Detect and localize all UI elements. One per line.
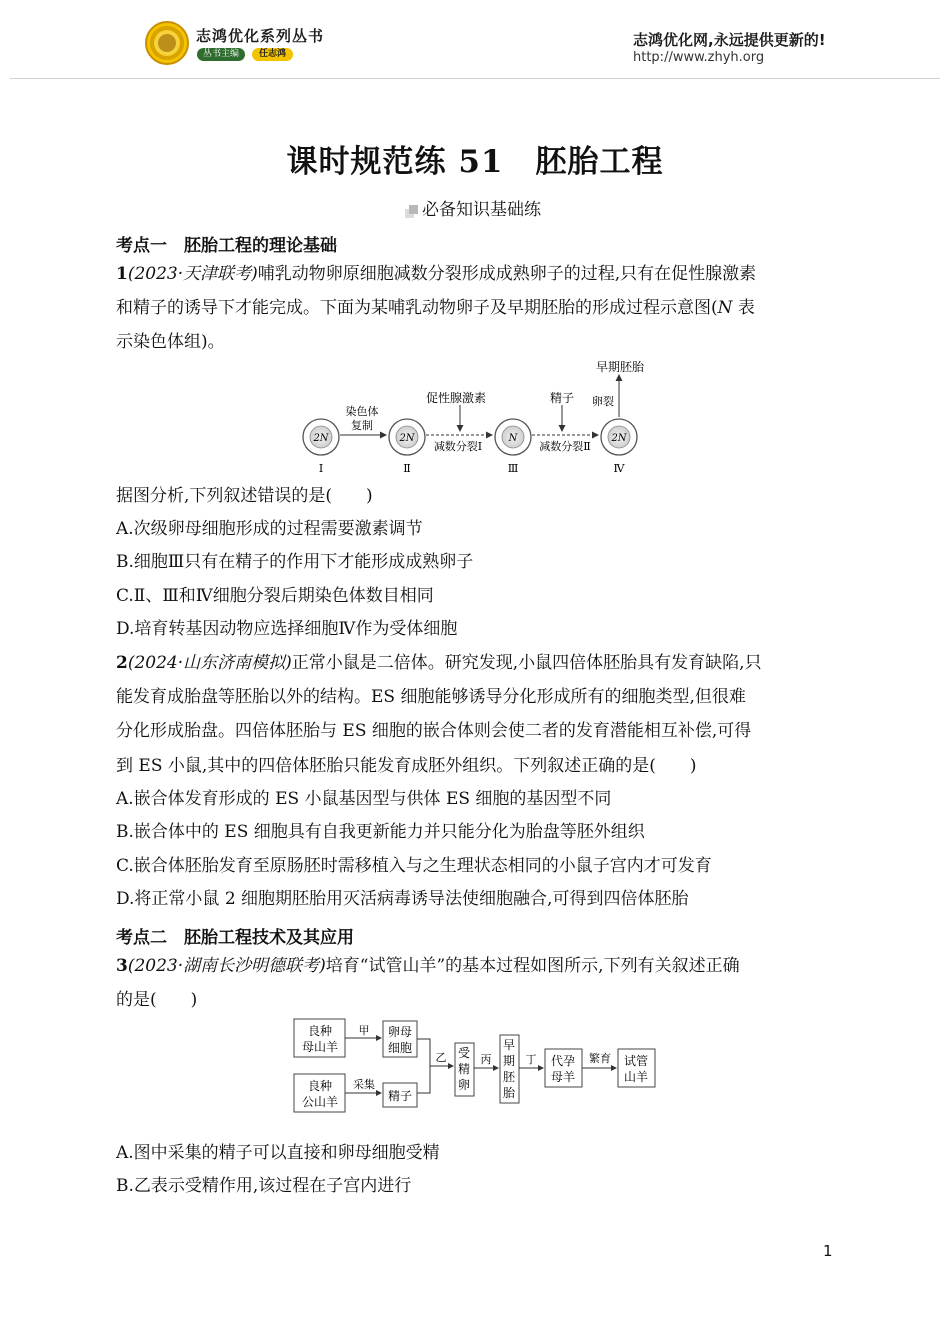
section-label-text: 必备知识基础练 [422, 200, 541, 220]
lbl-replication-1: 染色体 [345, 405, 379, 418]
q1-option-d: D.培育转基因动物应选择细胞Ⅳ作为受体细胞 [116, 619, 458, 639]
q2-number: 2 [116, 653, 128, 673]
q2-option-b: B.嵌合体中的 ES 细胞具有自我更新能力并只能分化为胎盘等胚外组织 [116, 822, 645, 842]
svg-text:2N: 2N [611, 433, 627, 444]
svg-text:N: N [508, 433, 518, 444]
q3-number: 3 [116, 956, 128, 976]
sperm-box: 精子 [387, 1089, 413, 1103]
q1-line-1 [116, 264, 756, 284]
lbl-replication-2: 复制 [351, 419, 373, 432]
lbl-cleavage: 卵裂 [592, 395, 614, 408]
logo-emblem-icon [158, 34, 176, 52]
surrogate-2: 母羊 [550, 1070, 576, 1084]
step-collect: 采集 [353, 1078, 375, 1091]
embryo-3: 胚 [502, 1070, 516, 1084]
embryo-4: 胎 [502, 1086, 516, 1100]
page-number: 1 [823, 1242, 833, 1260]
q1-number: 1 [116, 264, 128, 284]
cell-i [303, 419, 339, 475]
q1-var: N [717, 298, 733, 318]
buck-line-2: 公山羊 [301, 1095, 339, 1109]
q2-line-4: 到 ES 小鼠,其中的四倍体胚胎只能发育成胚外组织。下列叙述正确的是( ) [116, 756, 697, 776]
q3-line-2: 的是( ) [116, 990, 198, 1010]
q1-source: (2023·天津联考) [127, 264, 258, 284]
q2-line-3: 分化形成胎盘。四倍体胚胎与 ES 细胞的嵌合体则会使二者的发育潜能相互补偿,可得 [116, 721, 752, 741]
svg-text:Ⅰ: Ⅰ [318, 462, 324, 475]
buck-line-1: 良种 [307, 1079, 333, 1093]
q2-option-d: D.将正常小鼠 2 细胞期胚胎用灭活病毒诱导法使细胞融合,可得到四倍体胚胎 [116, 889, 689, 909]
editor-label: 丛书主编 [197, 48, 245, 61]
q2-option-c: C.嵌合体胚胎发育至原肠胚时需移植入与之生理状态相同的小鼠子宫内才可发育 [116, 856, 712, 876]
doe-line-2: 母山羊 [301, 1040, 339, 1054]
q1-prompt: 据图分析,下列叙述错误的是( ) [116, 486, 373, 506]
q1-stem-2: 和精子的诱导下才能完成。下面为某哺乳动物卵子及早期胚胎的形成过程示意图( [116, 298, 718, 318]
q1-option-b: B.细胞Ⅲ只有在精子的作用下才能形成成熟卵子 [116, 552, 474, 572]
oocyte-line-2: 细胞 [387, 1041, 413, 1055]
lbl-meiosis-2: 减数分裂Ⅱ [539, 440, 591, 453]
embryo-2: 期 [502, 1054, 516, 1068]
header-divider [10, 78, 940, 79]
editor-name: 任志鸿 [252, 48, 293, 61]
lbl-meiosis-1: 减数分裂Ⅰ [433, 440, 483, 453]
logo-badge [145, 21, 189, 65]
svg-text:Ⅲ: Ⅲ [507, 462, 519, 475]
q3-line-1 [116, 956, 740, 976]
q1-line-3: 示染色体组)。 [116, 332, 225, 352]
q2-source: (2024·山东济南模拟) [127, 653, 292, 673]
q3-figure [290, 1015, 662, 1115]
q1-stem-1: 哺乳动物卵原细胞减数分裂形成成熟卵子的过程,只有在促性腺激素 [257, 264, 757, 284]
step-jia: 甲 [358, 1024, 370, 1037]
q1-figure [290, 355, 660, 480]
q3-option-b: B.乙表示受精作用,该过程在子宫内进行 [116, 1176, 412, 1196]
q3-stem-1: 培育“试管山羊”的基本过程如图所示,下列有关叙述正确 [325, 956, 740, 976]
q2-option-a: A.嵌合体发育形成的 ES 小鼠基因型与供体 ES 细胞的基因型不同 [116, 789, 612, 809]
svg-text:Ⅱ: Ⅱ [403, 462, 411, 475]
q1-stem-2b: 表 [732, 298, 755, 318]
oocyte-line-1: 卵母 [387, 1025, 413, 1039]
section-label [0, 195, 950, 220]
step-bing: 丙 [480, 1053, 492, 1066]
header-url: http://www.zhyh.org [633, 50, 765, 65]
svg-text:2N: 2N [399, 433, 415, 444]
header-slogan: 志鸿优化网,永远提供更新的! [633, 31, 826, 49]
cell-iv [601, 419, 637, 475]
page-title: 课时规范练 51 胚胎工程 [286, 144, 664, 180]
key-point-2: 考点二 胚胎工程技术及其应用 [116, 928, 354, 948]
step-breed: 繁育 [589, 1052, 611, 1065]
svg-text:2N: 2N [313, 433, 329, 444]
surrogate-1: 代孕 [550, 1054, 576, 1068]
q3-option-a: A.图中采集的精子可以直接和卵母细胞受精 [116, 1143, 440, 1163]
embryo-1: 早 [502, 1038, 516, 1052]
q2-line-2: 能发育成胎盘等胚胎以外的结构。ES 细胞能够诱导分化形成所有的细胞类型,但很难 [116, 687, 746, 707]
cell-ii [389, 419, 425, 475]
fert-2: 精 [457, 1062, 471, 1076]
lbl-early-embryo: 早期胚胎 [595, 360, 645, 374]
svg-text:Ⅳ: Ⅳ [613, 462, 625, 475]
step-yi: 乙 [435, 1051, 447, 1064]
q2-line-1 [116, 653, 762, 673]
doe-line-1: 良种 [307, 1024, 333, 1038]
q1-option-a: A.次级卵母细胞形成的过程需要激素调节 [116, 519, 423, 539]
cell-iii [495, 419, 531, 475]
lbl-sperm: 精子 [549, 391, 575, 405]
lbl-hormone: 促性腺激素 [425, 391, 487, 405]
series-title: 志鸿优化系列丛书 [196, 27, 325, 45]
q1-option-c: C.Ⅱ、Ⅲ和Ⅳ细胞分裂后期染色体数目相同 [116, 586, 434, 606]
fert-1: 受 [457, 1046, 471, 1060]
fert-3: 卵 [457, 1078, 471, 1092]
q2-stem-1: 正常小鼠是二倍体。研究发现,小鼠四倍体胚胎具有发育缺陷,只 [291, 653, 762, 673]
step-ding: 丁 [525, 1053, 537, 1066]
square-bullet-icon [409, 205, 418, 214]
result-1: 试管 [623, 1054, 649, 1068]
q1-line-2 [116, 298, 755, 318]
key-point-1: 考点一 胚胎工程的理论基础 [116, 236, 337, 256]
q3-source: (2023·湖南长沙明德联考) [127, 956, 326, 976]
result-2: 山羊 [623, 1070, 649, 1084]
